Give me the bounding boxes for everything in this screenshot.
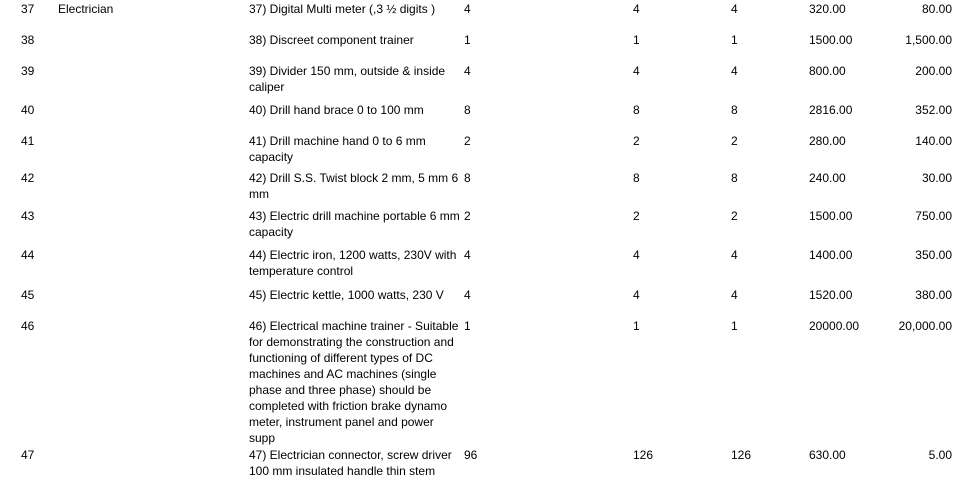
item-description: 39) Divider 150 mm, outside & inside caliper (249, 64, 446, 94)
item-description: 38) Discreet component trainer (249, 33, 414, 47)
quantity-2: 2 (633, 134, 640, 148)
unit-cost: 140.00 (915, 134, 952, 148)
quantity-1: 4 (464, 2, 471, 16)
quantity-1: 1 (464, 33, 471, 47)
total-cost: 280.00 (809, 134, 846, 148)
quantity-2: 4 (633, 288, 640, 302)
row-number: 46 (21, 319, 35, 333)
quantity-2: 8 (633, 103, 640, 117)
quantity-3: 4 (731, 248, 738, 262)
trade-name: Electrician (58, 2, 114, 16)
row-number: 41 (21, 134, 35, 148)
item-description: 46) Electrical machine trainer - Suitable for demonstrating the construction and functioning of different types of DC machines and AC machines (single phase and three phase) should be completed with friction brake dynamo meter, instrument panel and power supp (249, 319, 459, 445)
quantity-3: 2 (731, 209, 738, 223)
unit-cost: 20,000.00 (898, 319, 952, 333)
quantity-3: 126 (731, 448, 752, 462)
quantity-1: 96 (464, 448, 478, 462)
quantity-3: 8 (731, 171, 738, 185)
total-cost: 1400.00 (809, 248, 853, 262)
quantity-2: 8 (633, 171, 640, 185)
row-number: 42 (21, 171, 35, 185)
quantity-2: 126 (633, 448, 654, 462)
quantity-3: 8 (731, 103, 738, 117)
total-cost: 240.00 (809, 171, 846, 185)
quantity-1: 1 (464, 319, 471, 333)
quantity-1: 2 (464, 134, 471, 148)
item-description: 45) Electric kettle, 1000 watts, 230 V (249, 288, 444, 302)
row-number: 43 (21, 209, 35, 223)
item-description: 37) Digital Multi meter (,3 ½ digits ) (249, 2, 436, 16)
total-cost: 1500.00 (809, 209, 853, 223)
total-cost: 2816.00 (809, 103, 853, 117)
total-cost: 630.00 (809, 448, 846, 462)
quantity-1: 4 (464, 248, 471, 262)
quantity-1: 4 (464, 64, 471, 78)
item-description: 42) Drill S.S. Twist block 2 mm, 5 mm 6 mm (249, 171, 459, 201)
quantity-3: 2 (731, 134, 738, 148)
quantity-2: 4 (633, 64, 640, 78)
row-number: 37 (21, 2, 35, 16)
total-cost: 1520.00 (809, 288, 853, 302)
unit-cost: 80.00 (921, 2, 952, 16)
row-number: 44 (21, 248, 35, 262)
quantity-1: 4 (464, 288, 471, 302)
row-number: 40 (21, 103, 35, 117)
quantity-1: 8 (464, 171, 471, 185)
quantity-2: 2 (633, 209, 640, 223)
quantity-2: 1 (633, 319, 640, 333)
unit-cost: 200.00 (915, 64, 952, 78)
row-number: 39 (21, 64, 35, 78)
quantity-1: 8 (464, 103, 471, 117)
quantity-3: 1 (731, 33, 738, 47)
item-description: 47) Electrician connector, screw driver 100 mm insulated handle thin stem (249, 448, 452, 478)
row-number: 47 (21, 448, 35, 462)
quantity-2: 4 (633, 248, 640, 262)
total-cost: 1500.00 (809, 33, 853, 47)
quantity-3: 4 (731, 288, 738, 302)
item-description: 40) Drill hand brace 0 to 100 mm (249, 103, 424, 117)
unit-cost: 352.00 (915, 103, 952, 117)
unit-cost: 30.00 (921, 171, 952, 185)
unit-cost: 350.00 (915, 248, 952, 262)
total-cost: 20000.00 (809, 319, 860, 333)
quantity-1: 2 (464, 209, 471, 223)
unit-cost: 1,500.00 (905, 33, 952, 47)
quantity-2: 1 (633, 33, 640, 47)
item-description: 44) Electric iron, 1200 watts, 230V with temperature control (249, 248, 457, 278)
quantity-2: 4 (633, 2, 640, 16)
unit-cost: 380.00 (915, 288, 952, 302)
unit-cost: 5.00 (928, 448, 952, 462)
quantity-3: 4 (731, 2, 738, 16)
quantity-3: 4 (731, 64, 738, 78)
row-number: 38 (21, 33, 35, 47)
total-cost: 320.00 (809, 2, 846, 16)
unit-cost: 750.00 (915, 209, 952, 223)
quantity-3: 1 (731, 319, 738, 333)
item-description: 43) Electric drill machine portable 6 mm capacity (249, 209, 460, 239)
row-number: 45 (21, 288, 35, 302)
item-description: 41) Drill machine hand 0 to 6 mm capacity (249, 134, 426, 164)
total-cost: 800.00 (809, 64, 846, 78)
